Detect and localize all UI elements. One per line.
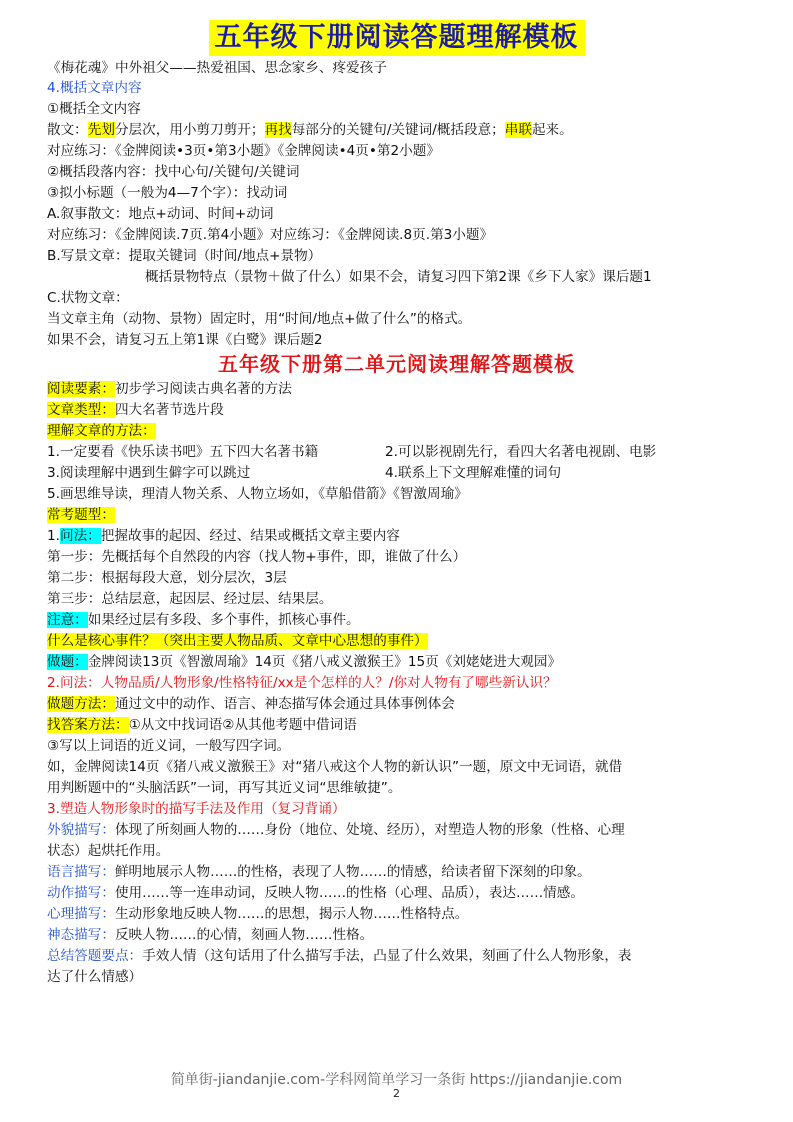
line-action: 动作描写：使用……等一连串动词，反映人物……的性格（心理、品质），表达……情感。 bbox=[47, 885, 584, 901]
line-speech: 语言描写：鲜明地展示人物……的性格，表现了人物……的情感，给读者留下深刻的印象。 bbox=[47, 864, 591, 880]
line-reading-element: 阅读要素：初步学习阅读古典名著的方法 bbox=[47, 381, 292, 397]
line-approach: 做题方法：通过文中的动作、语言、神态描写体会通过具体事例体会 bbox=[47, 696, 455, 712]
line-method-1: 1.一定要看《快乐读书吧》五下四大名著书籍 bbox=[47, 444, 319, 460]
line-method-5: 5.画思维导读，理清人物关系、人物立场如，《草船借箭》《智激周瑜》 bbox=[47, 486, 468, 502]
line-object: C.状物文章： bbox=[47, 290, 129, 306]
heading-description: 3.塑造人物形象时的描写手法及作用（复习背诵） bbox=[47, 801, 346, 817]
line-practice-2: 对应练习：《金牌阅读.7页.第4小题》对应练习：《金牌阅读.8页.第3小题》 bbox=[47, 227, 494, 243]
line-full-text: ①概括全文内容 bbox=[47, 101, 141, 117]
line-review: 如果不会，请复习五上第1课《白鹭》课后题2 bbox=[47, 332, 323, 348]
line-expression: 神态描写：反映人物……的心情，刻画人物……性格。 bbox=[47, 927, 374, 943]
line-method-4: 4.联系上下文理解难懂的词句 bbox=[385, 465, 562, 481]
line-core-event: 什么是核心事件？（突出主要人物品质、文章中心思想的事件） bbox=[47, 633, 428, 649]
line-methods-heading: 理解文章的方法： bbox=[47, 423, 156, 439]
line-method-3: 3.阅读理解中遇到生僻字可以跳过 bbox=[47, 465, 251, 481]
main-title: 五年级下册阅读答题理解模板 bbox=[0, 20, 793, 56]
line-scenery-detail: 概括景物特点（景物＋做了什么）如果不会，请复习四下第2课《乡下人家》课后题1 bbox=[145, 269, 652, 285]
line-step-1: 第一步：先概括每个自然段的内容（找人物+事件，即，谁做了什么） bbox=[47, 549, 467, 565]
line-article-type: 文章类型：四大名著节选片段 bbox=[47, 402, 224, 418]
line-synonym: ③写以上词语的近义词，一般写四字词。 bbox=[47, 738, 291, 754]
line-note: 注意：如果经过层有多段、多个事件，抓核心事件。 bbox=[47, 612, 360, 628]
line-exercise: 做题：金牌阅读13页《智激周瑜》14页《猪八戒义激猴王》15页《刘姥姥进大观园》 bbox=[47, 654, 562, 670]
line-example-2: 用判断题中的“头脑活跃”一词，再写其近义词“思维敏捷”。 bbox=[47, 780, 402, 796]
line-subtitle: ③拟小标题（一般为4—7个字）：找动词 bbox=[47, 185, 288, 201]
line-narrative: A.叙事散文：地点+动词、时间+动词 bbox=[47, 206, 274, 222]
line-plum-blossom: 《梅花魂》中外祖父——热爱祖国、思念家乡、疼爱孩子 bbox=[47, 60, 387, 76]
line-example-1: 如，金牌阅读14页《猪八戒义激猴王》对“猪八戒这个人物的新认识”一题，原文中无词语，就借 bbox=[47, 759, 623, 775]
line-scenery: B.写景文章：提取关键词（时间/地点+景物） bbox=[47, 248, 322, 264]
line-answer-method: 找答案方法：①从文中找词语②从其他考题中借词语 bbox=[47, 717, 357, 733]
page-number: 2 bbox=[393, 1087, 400, 1100]
line-appearance: 外貌描写：体现了所刻画人物的……身份（地位、处境、经历），对塑造人物的形象（性格、心理 bbox=[47, 822, 625, 838]
line-practice-1: 对应练习：《金牌阅读•3页•第3小题》《金牌阅读•4页•第2小题》 bbox=[47, 143, 440, 159]
line-summary-cont: 达了什么情感） bbox=[47, 969, 143, 985]
line-question-2: 2.问法：人物品质/人物形象/性格特征/xx是个怎样的人？/你对人物有了哪些新认识？ bbox=[47, 675, 557, 691]
line-method-2: 2.可以影视剧先行，看四大名著电视剧、电影 bbox=[385, 444, 657, 460]
line-step-3: 第三步：总结层意，起因层、经过层、结果层。 bbox=[47, 591, 333, 607]
line-summary: 总结答题要点：手效人情（这句话用了什么描写手法，凸显了什么效果，刻画了什么人物形象，表 bbox=[47, 948, 632, 964]
line-prose-method: 散文：先划分层次，用小剪刀剪开；再找每部分的关键句/关键词/概括段意；串联起来。 bbox=[47, 122, 573, 138]
section-title: 五年级下册第二单元阅读理解答题模板 bbox=[218, 352, 575, 376]
line-paragraph: ②概括段落内容：找中心句/关键句/关键词 bbox=[47, 164, 300, 180]
line-step-2: 第二步：根据每段大意，划分层次，3层 bbox=[47, 570, 287, 586]
line-object-detail: 当文章主角（动物、景物）固定时，用“时间/地点+做了什么”的格式。 bbox=[47, 311, 472, 327]
heading-summarize: 4.概括文章内容 bbox=[47, 80, 142, 96]
footer-watermark: 简单街-jiandanjie.com-学科网简单学习一条街 https://jiandanjie.com bbox=[170, 1072, 623, 1088]
line-psychology: 心理描写：生动形象地反映人物……的思想，揭示人物……性格特点。 bbox=[47, 906, 469, 922]
line-appearance-cont: 状态）起烘托作用。 bbox=[47, 843, 170, 859]
line-question-1: 1.问法：把握故事的起因、经过、结果或概括文章主要内容 bbox=[47, 528, 400, 544]
line-question-types: 常考题型： bbox=[47, 507, 115, 523]
